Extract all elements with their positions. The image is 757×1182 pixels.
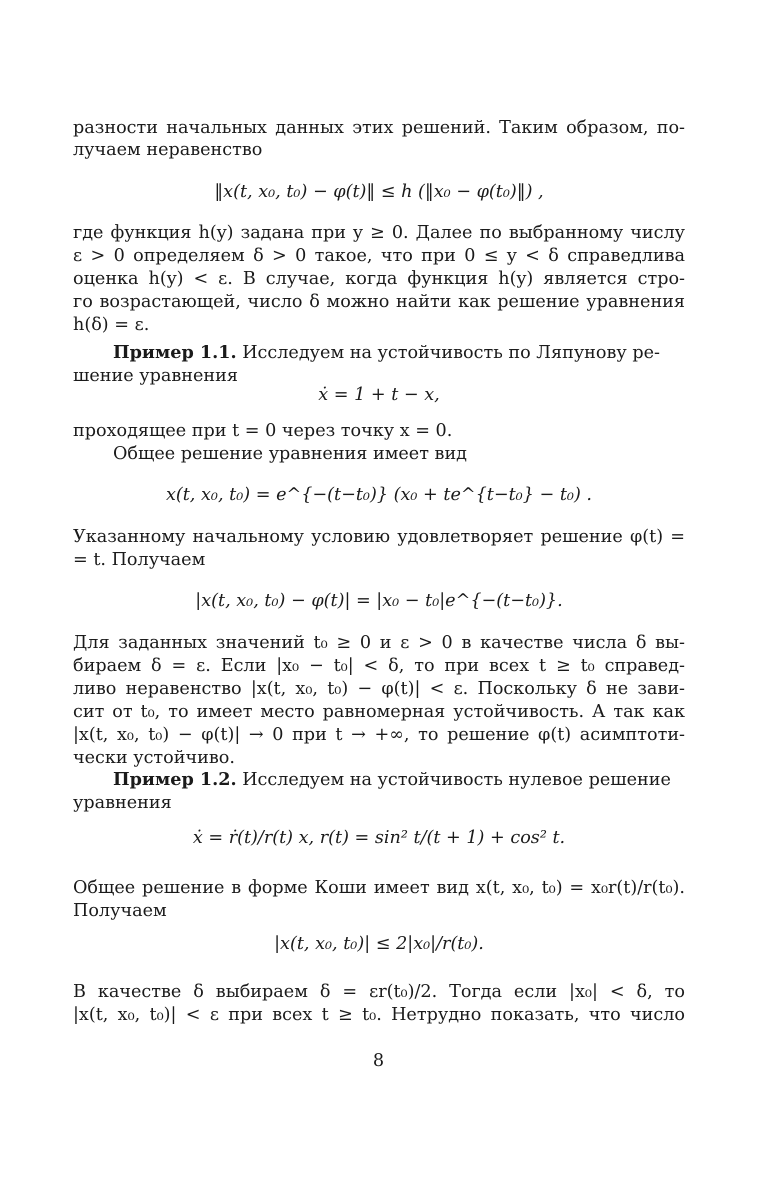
text-fragment: Исследуем на устойчивость по Ляпунову ре-	[242, 343, 660, 363]
example-heading-line	[113, 769, 685, 791]
text-line: ε > 0 определяем δ > 0 такое, что при 0 ≤ y < δ справедлива	[73, 246, 685, 266]
page-number: 8	[372, 1051, 385, 1071]
text-line: Для заданных значений t₀ ≥ 0 и ε > 0 в качестве числа δ вы-	[73, 633, 685, 653]
text-line: Общее решение в форме Коши имеет вид x(t, x₀, t₀) = x₀r(t)/r(t₀).	[73, 878, 685, 898]
equation-difference: |x(t, x₀, t₀) − φ(t)| = |x₀ − t₀|e^{−(t−t₀)}.	[195, 591, 563, 611]
text-line: Общее решение уравнения имеет вид	[113, 444, 468, 464]
equation-linear-ode: ẋ = ṙ(t)/r(t) x, r(t) = sin² t/(t + 1) + cos² t.	[192, 828, 566, 848]
equation-ode: ẋ = 1 + t − x,	[318, 385, 440, 405]
text-line: = t. Получаем	[73, 550, 206, 570]
example-label: Пример 1.2.	[113, 769, 237, 790]
text-line: Получаем	[73, 901, 167, 921]
text-line: сит от t₀, то имеет место равномерная устойчивость. А так как	[73, 702, 685, 722]
text-line: h(δ) = ε.	[73, 315, 150, 335]
example-label: Пример 1.1.	[113, 342, 237, 363]
text-line: ливо неравенство |x(t, x₀, t₀) − φ(t)| < ε. Поскольку δ не зави-	[73, 679, 685, 699]
equation-norm-estimate: ‖x(t, x₀, t₀) − φ(t)‖ ≤ h (‖x₀ − φ(t₀)‖) ,	[214, 182, 544, 202]
text-line: где функция h(y) задана при y ≥ 0. Далее по выбранному числу	[73, 223, 685, 243]
text-line: |x(t, x₀, t₀) − φ(t)| → 0 при t → +∞, то решение φ(t) асимптоти-	[73, 725, 685, 745]
example-heading-line	[113, 342, 685, 364]
text-line: го возрастающей, число δ можно найти как решение уравнения	[73, 292, 685, 312]
text-fragment: Исследуем на устойчивость нулевое решение	[242, 770, 671, 790]
text-line: В качестве δ выбираем δ = εr(t₀)/2. Тогда если |x₀| < δ, то	[73, 982, 685, 1002]
text-line: уравнения	[73, 793, 172, 813]
text-line: проходящее при t = 0 через точку x = 0.	[73, 421, 453, 441]
equation-general-solution: x(t, x₀, t₀) = e^{−(t−t₀)} (x₀ + te^{t−t₀} − t₀) .	[165, 485, 593, 505]
equation-bound: |x(t, x₀, t₀)| ≤ 2|x₀|/r(t₀).	[274, 934, 484, 954]
text-line: чески устойчиво.	[73, 748, 235, 768]
text-line: разности начальных данных этих решений. Таким образом, по-	[73, 118, 685, 138]
text-line: шение уравнения	[73, 366, 238, 386]
text-line: лучаем неравенство	[73, 140, 263, 160]
text-line: Указанному начальному условию удовлетворяет решение φ(t) =	[73, 527, 685, 547]
text-line: |x(t, x₀, t₀)| < ε при всех t ≥ t₀. Нетрудно показать, что число	[73, 1005, 685, 1025]
text-line: оценка h(y) < ε. В случае, когда функция h(y) является стро-	[73, 269, 685, 289]
text-line: бираем δ = ε. Если |x₀ − t₀| < δ, то при всех t ≥ t₀ справед-	[73, 656, 685, 676]
